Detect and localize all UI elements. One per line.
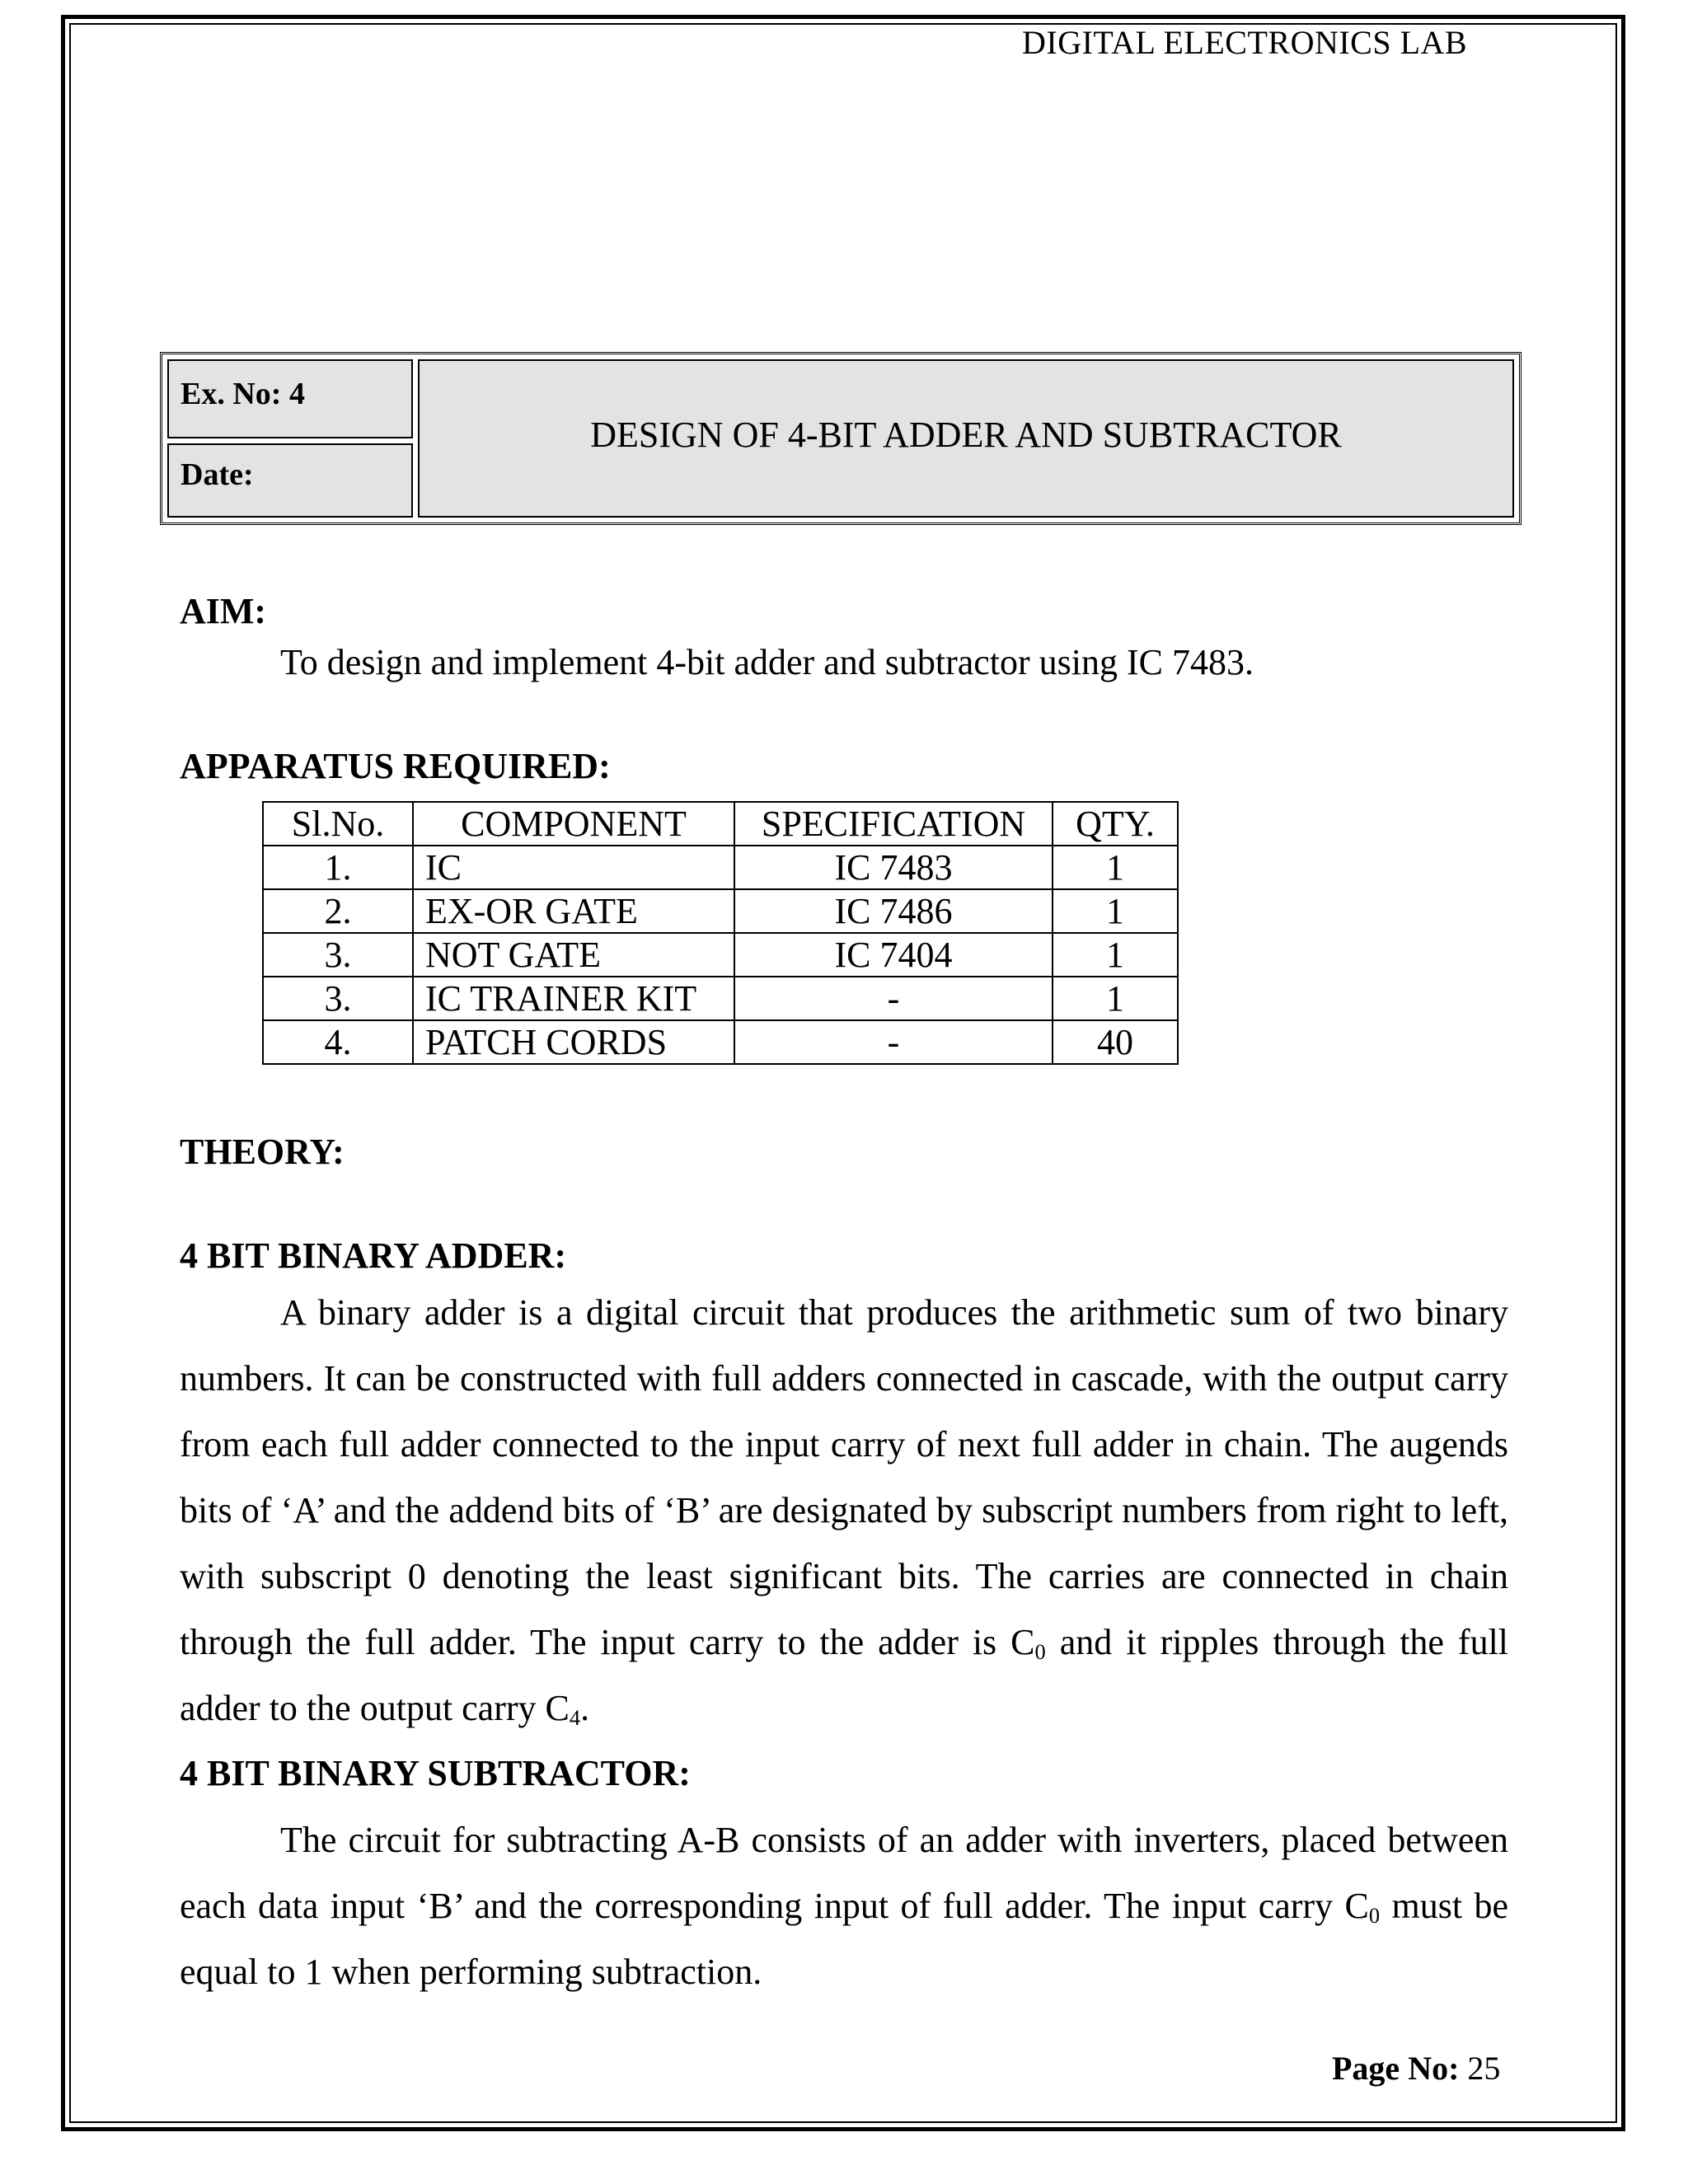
table-row (263, 933, 1178, 977)
table-cell: 4. (263, 1020, 413, 1064)
theory-heading: THEORY: (180, 1132, 345, 1172)
table-cell: 1 (1053, 933, 1178, 977)
column-header: SPECIFICATION (734, 802, 1053, 846)
ex-no-label: Ex. No: 4 (181, 377, 305, 411)
page-number-label: Page No: (1332, 2050, 1460, 2087)
subtractor-paragraph (180, 1807, 1508, 2005)
carry-c0-letter: C (1344, 1886, 1369, 1926)
table-cell: PATCH CORDS (413, 1020, 734, 1064)
aim-heading: AIM: (180, 591, 267, 631)
table-row (263, 1020, 1178, 1064)
table-cell: 3. (263, 933, 413, 977)
page-number-value: 25 (1467, 2050, 1501, 2087)
apparatus-table (262, 801, 1179, 1065)
carry-c0-subscript: 0 (1034, 1639, 1046, 1664)
experiment-title: DESIGN OF 4-BIT ADDER AND SUBTRACTOR (590, 415, 1342, 455)
table-row (263, 889, 1178, 933)
aim-text: To design and implement 4-bit adder and subtractor using IC 7483. (280, 642, 1254, 682)
carry-c4-letter: C (545, 1688, 570, 1728)
carry-c4-subscript: 4 (569, 1705, 581, 1730)
table-cell: - (734, 977, 1053, 1020)
table-row (263, 977, 1178, 1020)
table-cell: 2. (263, 889, 413, 933)
table-cell: 40 (1053, 1020, 1178, 1064)
table-cell: NOT GATE (413, 933, 734, 977)
carry-c0-subscript: 0 (1368, 1903, 1381, 1928)
subtractor-text-main: The circuit for subtracting A-B consists of an adder with inverters, placed between each data input ‘B’ and the corresponding input of full adder. The input carry (180, 1820, 1508, 1926)
carry-c0-letter: C (1010, 1622, 1035, 1662)
subtractor-text-end: must be equal to 1 when performing subtraction. (180, 1886, 1508, 1992)
experiment-header-box (160, 352, 1522, 525)
date-label: Date: (181, 457, 254, 492)
table-cell: 3. (263, 977, 413, 1020)
table-cell: IC TRAINER KIT (413, 977, 734, 1020)
table-cell: IC (413, 846, 734, 889)
adder-text-end: . (580, 1688, 590, 1728)
column-header: QTY. (1053, 802, 1178, 846)
table-cell: 1 (1053, 889, 1178, 933)
table-header-row (263, 802, 1178, 846)
lab-header: DIGITAL ELECTRONICS LAB (1022, 24, 1468, 61)
column-header: Sl.No. (263, 802, 413, 846)
adder-text-mid: and it ripples through the full adder to the output carry (180, 1622, 1509, 1728)
page-number (1332, 2049, 1500, 2088)
ex-no-cell (167, 359, 413, 438)
table-cell: 1 (1053, 846, 1178, 889)
subtractor-heading: 4 BIT BINARY SUBTRACTOR: (180, 1753, 691, 1793)
table-cell: 1. (263, 846, 413, 889)
adder-text-main: A binary adder is a digital circuit that produces the arithmetic sum of two binary numbers. It can be constructed with full adders connected in cascade, with the output carry from each full adder connected to the input carry of next full adder in chain. The augends bits of ‘A’ and the addend bits of ‘B’ are designated by subscript numbers from right to left, with subscript 0 denoting the least significant bits. The carries are connected in chain through the full adder. The input carry to the adder is (180, 1292, 1508, 1662)
table-row (263, 846, 1178, 889)
table-cell: EX-OR GATE (413, 889, 734, 933)
apparatus-heading: APPARATUS REQUIRED: (180, 746, 611, 786)
adder-paragraph (180, 1280, 1508, 1741)
experiment-title-cell (418, 359, 1514, 518)
table-cell: 1 (1053, 977, 1178, 1020)
table-cell: IC 7486 (734, 889, 1053, 933)
column-header: COMPONENT (413, 802, 734, 846)
adder-heading: 4 BIT BINARY ADDER: (180, 1235, 567, 1276)
table-cell: IC 7483 (734, 846, 1053, 889)
date-cell (167, 443, 413, 518)
table-cell: - (734, 1020, 1053, 1064)
table-cell: IC 7404 (734, 933, 1053, 977)
